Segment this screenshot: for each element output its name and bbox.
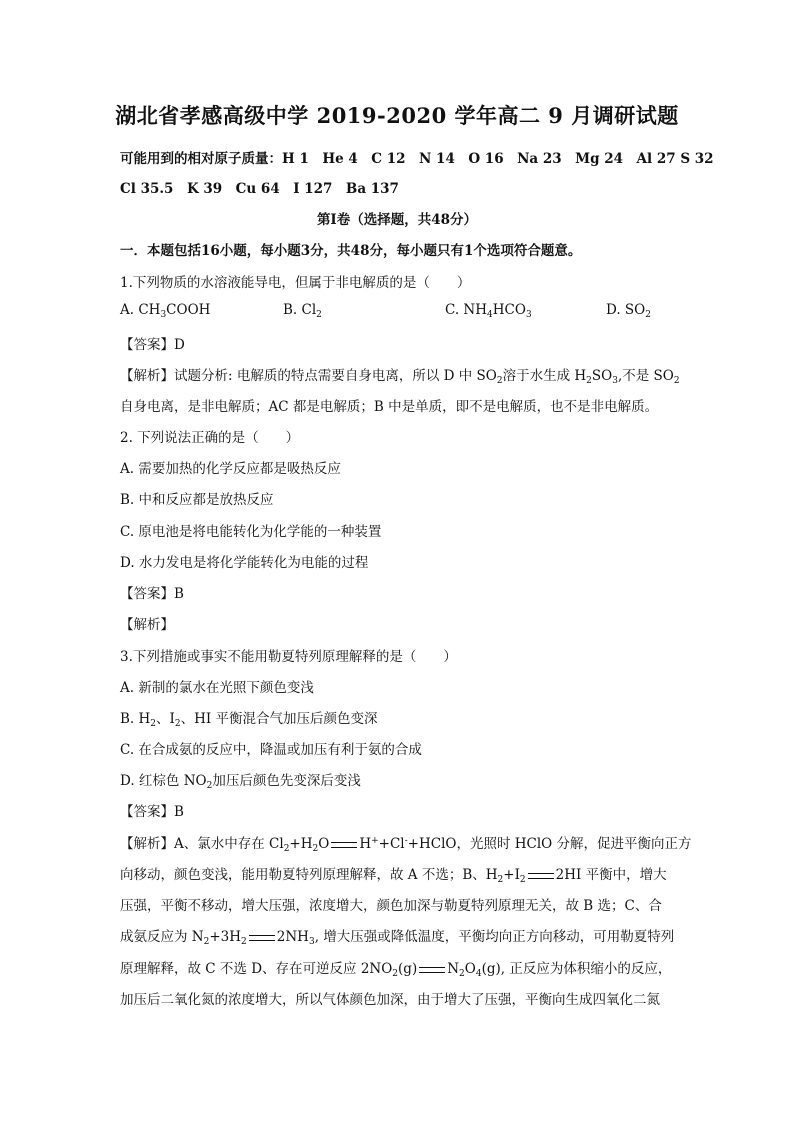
q3-answer: 【答案】B [120,804,184,820]
q1-answer: 【答案】D [120,337,185,353]
q3-analysis-line-2: 向移动，颜色变浅，能用勒夏特列原理解释，故 A 不选；B、$H_2+I_2$ 2HI 平衡中，增大 [120,867,667,885]
q3-analysis-line-3: 压强，平衡不移动，增大压强，浓度增大，颜色加深与勒夏特列原理无关，故 B 选；C、合 [120,898,662,914]
atomic-masses-line-2: Cl 35.5 K 39 Cu 64 I 127 Ba 137 [120,181,399,197]
question-3-stem: 3.下列措施或事实不能用勒夏特列原理解释的是（ ） [120,649,457,665]
question-1-stem: 1.下列物质的水溶液能导电，但属于非电解质的是（ ） [120,275,471,291]
q1-analysis-line-1: 【解析】试题分析: 电解质的特点需要自身电离，所以 D 中 $SO_2$溶于水生成 $H_2SO_3$,不是 $SO_2$ [120,368,680,386]
equilibrium-arrow-icon [419,967,445,973]
q3-analysis-line-4: 成氨反应为 $N_2+3H_2$ $2NH_3$, 增大压强或降低温度，平衡均向正方向移动，可用勒夏特列 [120,929,675,947]
q2-answer: 【答案】B [120,586,184,602]
q3-option-a: A. 新制的氯水在光照下颜色变浅 [120,680,314,696]
q1-option-d: D. $SO_2$ [606,302,651,320]
q1-option-b: B. $Cl_2$ [283,302,322,320]
question-2-stem: 2. 下列说法正确的是（ ） [120,430,300,446]
q3-option-c: C. 在合成氨的反应中，降温或加压有利于氨的合成 [120,742,422,758]
equilibrium-arrow-icon [331,842,357,848]
q1-option-a: A. $CH_3COOH$ [120,302,211,320]
equilibrium-arrow-icon [249,935,275,941]
q3-analysis-line-5: 原理解释，故 C 不选 D、存在可逆反应 $2NO_2(g)$ $N_2O_4(g)$, 正反应为体积缩小的反应， [120,961,672,979]
page-title: 湖北省孝感高级中学 2019-2020 学年高二 9 月调研试题 [115,103,679,128]
q1-analysis-line-2: 自身电离，是非电解质；AC 都是电解质；B 中是单质，即不是电解质，也不是非电解质。 [120,399,659,415]
atomic-masses-line-1: 可能用到的相对原子质量：H 1 He 4 C 12 N 14 O 16 Na 23 Mg 24 Al 27 S 32 [120,151,714,167]
section-heading: 第Ⅰ卷（选择题，共48分） [316,212,478,228]
q2-option-c: C. 原电池是将电能转化为化学能的一种装置 [120,524,382,540]
q1-option-c: C. $NH_4HCO_3$ [445,302,532,320]
equilibrium-arrow-icon [528,873,554,879]
part-instruction: 一．本题包括16小题，每小题3分，共48分，每小题只有1个选项符合题意。 [120,243,582,259]
q3-option-b: B. $H_2$、$I_2$、HI 平衡混合气加压后颜色变深 [120,711,378,729]
q3-analysis-line-1: 【解析】A、氯水中存在 $Cl_2+H_2O$ H++Cl-+HClO，光照时 HClO 分解，促进平衡向正方 [120,836,692,854]
q3-analysis-line-6: 加压后二氧化氮的浓度增大，所以气体颜色加深，由于增大了压强，平衡向生成四氧化二氮 [120,992,660,1008]
q3-option-d: D. 红棕色 $NO_2$加压后颜色先变深后变浅 [120,773,361,791]
q2-option-d: D. 水力发电是将化学能转化为电能的过程 [120,555,369,571]
q2-option-b: B. 中和反应都是放热反应 [120,492,274,508]
q2-option-a: A. 需要加热的化学反应都是吸热反应 [120,461,341,477]
q2-analysis: 【解析】 [120,617,174,633]
